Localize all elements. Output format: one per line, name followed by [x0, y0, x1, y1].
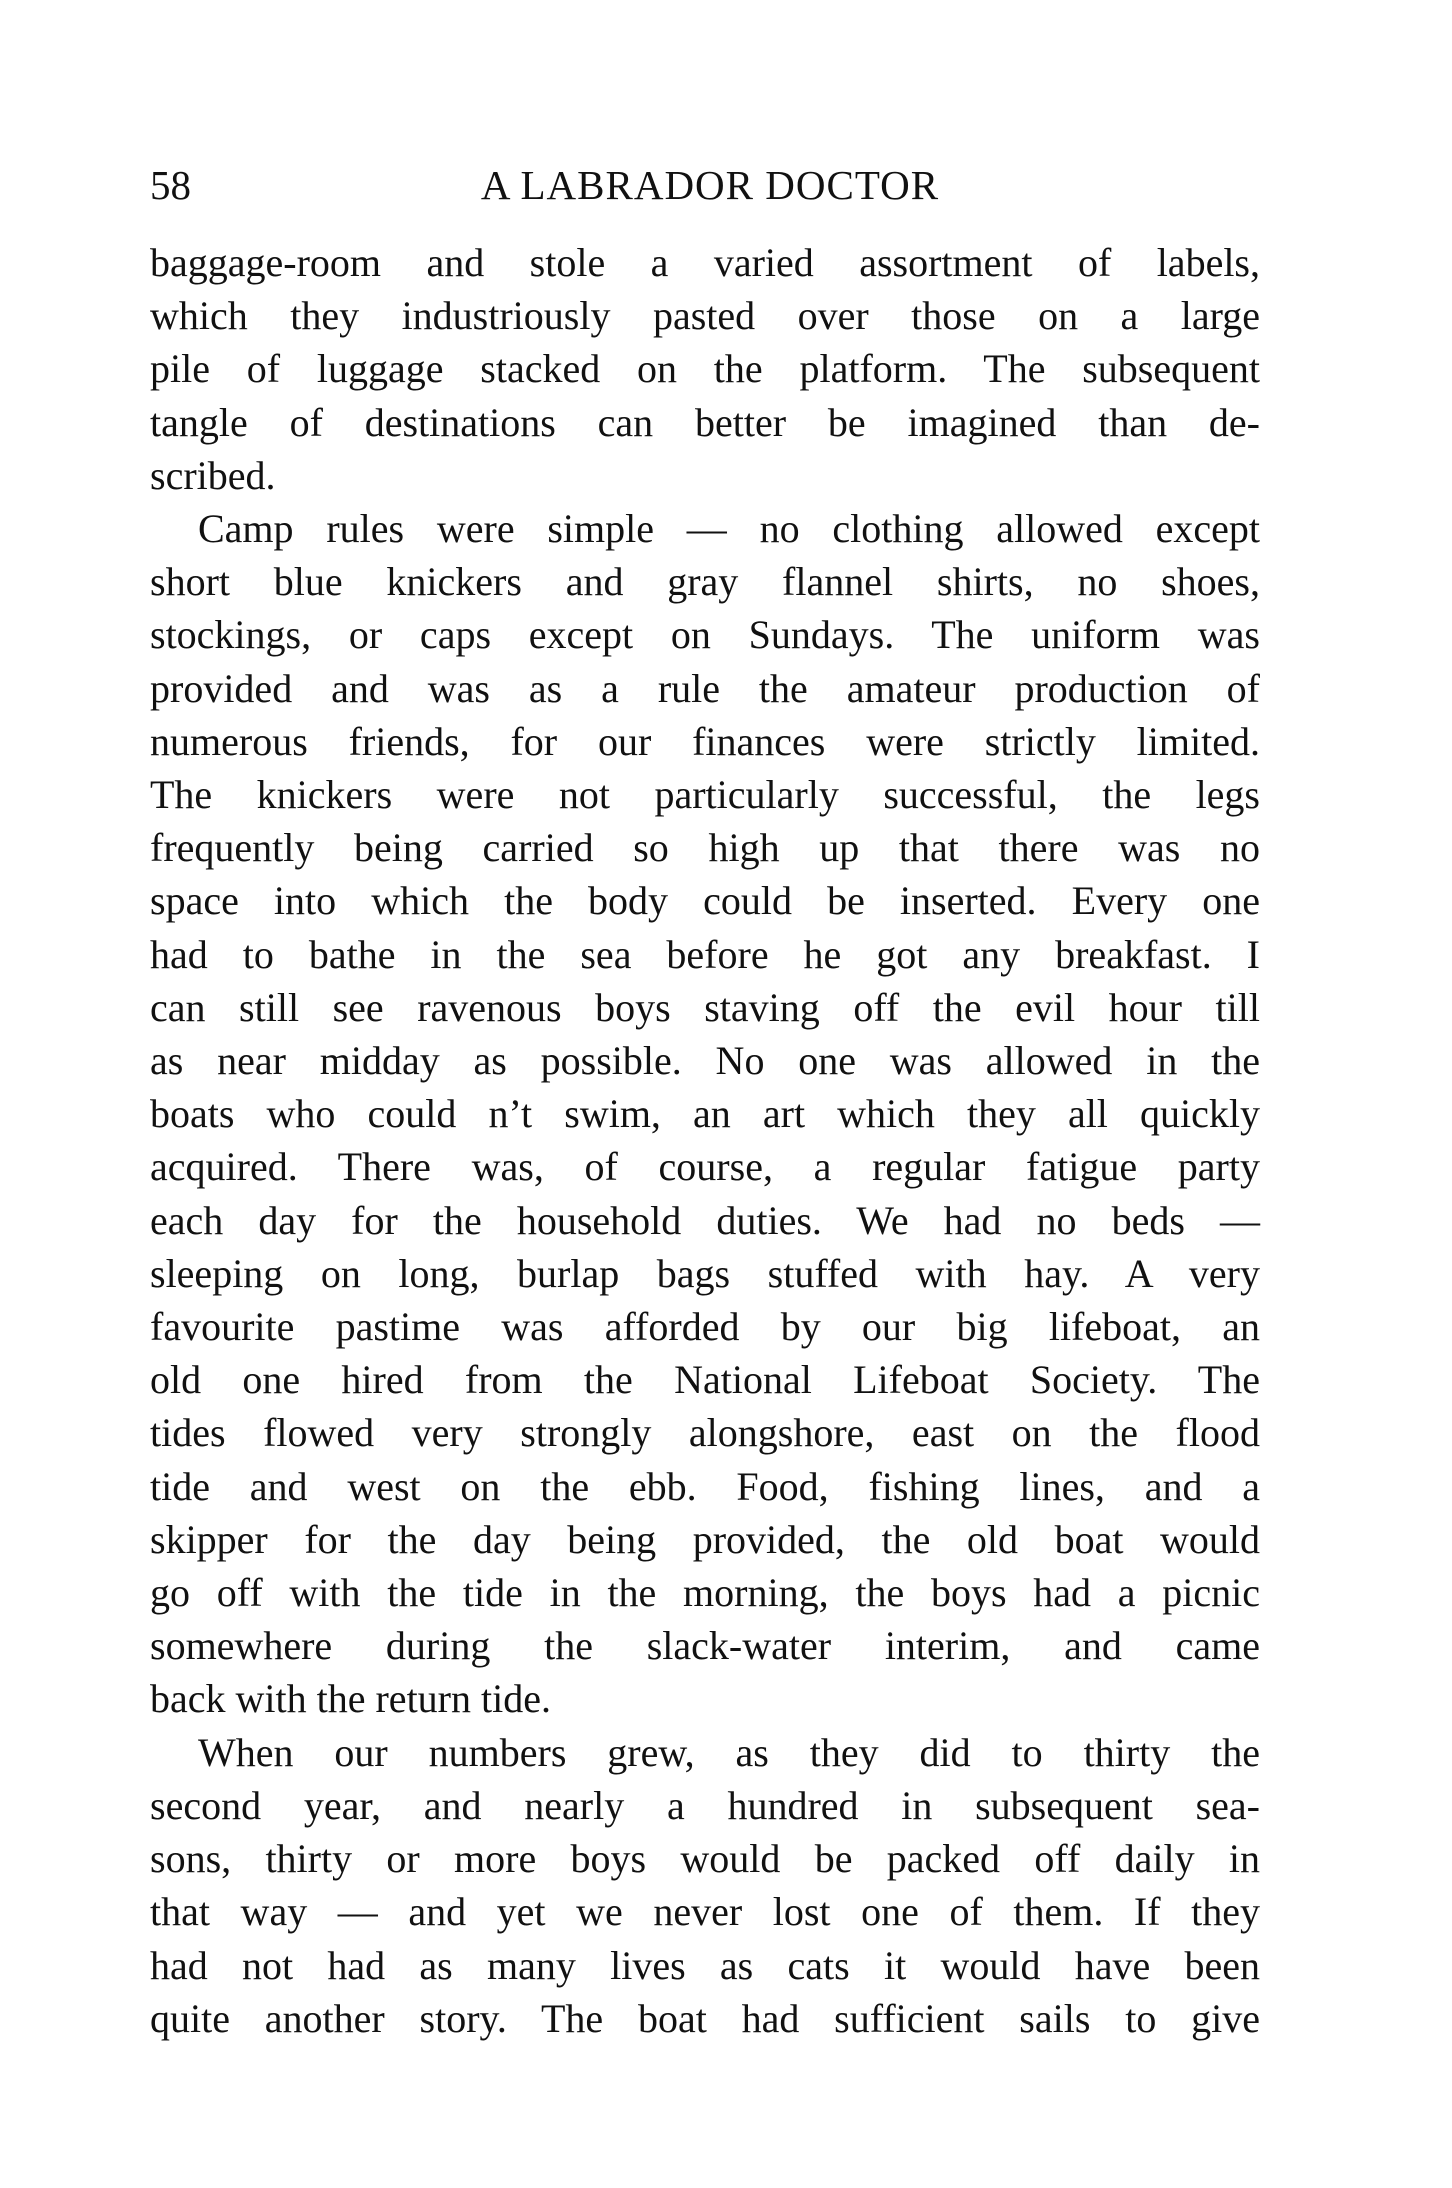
- text-line: pile of luggage stacked on the platform. The subsequent: [150, 346, 1260, 392]
- page-number: 58: [150, 162, 191, 208]
- paragraph: [150, 236, 1260, 502]
- text-line: Camp rules were simple — no clothing allowed except: [198, 506, 1260, 552]
- text-line: somewhere during the slack-water interim, and came: [150, 1623, 1260, 1669]
- text-line: had to bathe in the sea before he got any breakfast. I: [150, 931, 1260, 977]
- text-line: quite another story. The boat had sufficient sails to give: [150, 1995, 1260, 2041]
- text-line: space into which the body could be inserted. Every one: [150, 878, 1260, 924]
- text-line: When our numbers grew, as they did to thirty the: [198, 1729, 1260, 1775]
- text-line: each day for the household duties. We had no beds —: [150, 1197, 1260, 1243]
- text-line: numerous friends, for our finances were strictly limited.: [150, 718, 1260, 764]
- text-line: back with the return tide.: [150, 1676, 551, 1722]
- text-line: stockings, or caps except on Sundays. The uniform was: [150, 612, 1260, 658]
- paragraph: [150, 1726, 1260, 2045]
- text-line: tides flowed very strongly alongshore, east on the flood: [150, 1410, 1260, 1456]
- text-line: had not had as many lives as cats it would have been: [150, 1942, 1260, 1988]
- text-line: that way — and yet we never lost one of them. If they: [150, 1889, 1260, 1935]
- text-line: second year, and nearly a hundred in subsequent sea-: [150, 1782, 1260, 1828]
- text-line: tide and west on the ebb. Food, fishing lines, and a: [150, 1463, 1260, 1509]
- text-line: which they industriously pasted over those on a large: [150, 293, 1260, 339]
- text-line: scribed.: [150, 452, 276, 498]
- text-line: boats who could n’t swim, an art which they all quickly: [150, 1091, 1260, 1137]
- text-line: go off with the tide in the morning, the boys had a picnic: [150, 1570, 1260, 1616]
- text-line: sleeping on long, burlap bags stuffed with hay. A very: [150, 1250, 1260, 1296]
- paragraph: [150, 502, 1260, 1726]
- text-line: can still see ravenous boys staving off the evil hour till: [150, 984, 1260, 1030]
- text-line: frequently being carried so high up that there was no: [150, 825, 1260, 871]
- text-line: old one hired from the National Lifeboat Society. The: [150, 1357, 1260, 1403]
- text-line: sons, thirty or more boys would be packed off daily in: [150, 1836, 1260, 1882]
- running-title: A LABRADOR DOCTOR: [480, 162, 940, 208]
- body-text: [150, 236, 1260, 2045]
- text-line: The knickers were not particularly successful, the legs: [150, 772, 1260, 818]
- text-line: favourite pastime was afforded by our big lifeboat, an: [150, 1304, 1260, 1350]
- text-line: baggage-room and stole a varied assortment of labels,: [150, 240, 1260, 285]
- text-line: skipper for the day being provided, the old boat would: [150, 1516, 1260, 1562]
- text-line: short blue knickers and gray flannel shirts, no shoes,: [150, 559, 1260, 605]
- text-line: tangle of destinations can better be imagined than de-: [150, 399, 1260, 445]
- text-line: provided and was as a rule the amateur production of: [150, 665, 1260, 711]
- text-line: as near midday as possible. No one was allowed in the: [150, 1038, 1260, 1084]
- text-line: acquired. There was, of course, a regular fatigue party: [150, 1144, 1260, 1190]
- page-header: [150, 155, 1260, 215]
